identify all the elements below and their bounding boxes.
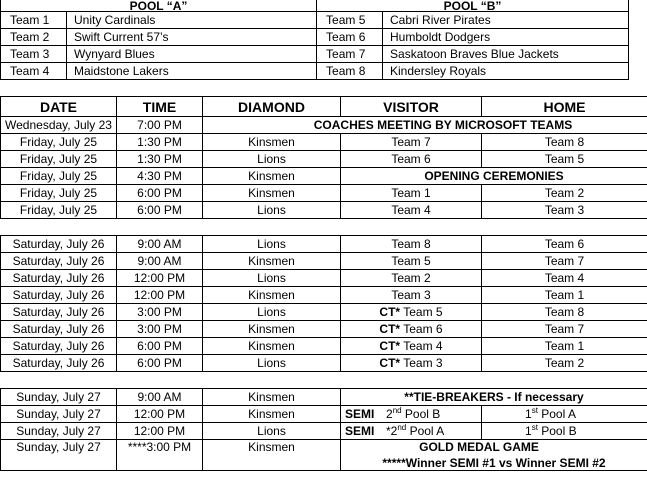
game-date: Friday, July 25	[1, 168, 117, 185]
visitor-team: Team 6	[403, 322, 443, 336]
seed-suffix: nd	[397, 423, 407, 432]
game-time: 3:00 PM	[117, 321, 203, 338]
game-date: Sunday, July 27	[1, 406, 117, 423]
visitor-team: Team 2	[391, 271, 431, 285]
game-time: 6:00 PM	[117, 202, 203, 219]
pool-a-team-label: Team 4	[1, 63, 67, 80]
opening-ceremonies-row	[1, 168, 647, 185]
game-diamond: Kinsmen	[203, 389, 341, 406]
pools-header-row	[1, 0, 629, 12]
gold-medal-subtitle: *****Winner SEMI #1 vs Winner SEMI #2	[382, 456, 606, 470]
game-date: Sunday, July 27	[1, 440, 117, 471]
gold-medal-title: GOLD MEDAL GAME	[419, 440, 539, 454]
game-diamond: Lions	[203, 423, 341, 440]
game-date: Saturday, July 26	[1, 321, 117, 338]
schedule-header-row	[1, 97, 647, 117]
date-header: DATE	[1, 97, 117, 117]
game-diamond: Kinsmen	[203, 440, 341, 471]
seed-number: 1	[525, 407, 532, 421]
game-date: Wednesday, July 23	[1, 117, 117, 134]
seed-suffix: st	[531, 406, 538, 415]
seed-suffix: st	[531, 423, 538, 432]
game-time: 6:00 PM	[117, 355, 203, 372]
crossover-tag: CT*	[379, 339, 401, 353]
game-time: 6:00 PM	[117, 185, 203, 202]
game-home: Team 8	[482, 134, 647, 151]
game-date: Saturday, July 26	[1, 304, 117, 321]
game-home: Team 4	[482, 270, 647, 287]
pool-b-team-name: Cabri River Pirates	[383, 12, 629, 29]
game-home: Team 8	[482, 304, 647, 321]
gold-medal-row	[1, 440, 647, 471]
semi-label: SEMI	[345, 424, 375, 438]
game-diamond: Kinsmen	[203, 406, 341, 423]
game-visitor: Team 7	[341, 134, 482, 151]
game-row	[1, 185, 647, 202]
home-header: HOME	[482, 97, 647, 117]
gold-medal-cell	[341, 440, 647, 471]
game-visitor: Team 6	[341, 151, 482, 168]
pool-row	[1, 63, 629, 80]
semi-visitor-seed	[386, 424, 444, 438]
tie-breakers-label: **TIE-BREAKERS - If necessary	[341, 389, 647, 406]
visitor-team: Team 3	[403, 356, 443, 370]
pool-b-team-name: Kindersley Royals	[383, 63, 629, 80]
game-row	[1, 253, 647, 270]
pool-b-team-name: Humboldt Dodgers	[383, 29, 629, 46]
game-date: Sunday, July 27	[1, 389, 117, 406]
game-time: 9:00 AM	[117, 389, 203, 406]
game-home: Team 1	[482, 287, 647, 304]
game-home: Team 1	[482, 338, 647, 355]
game-diamond: Kinsmen	[203, 321, 341, 338]
game-row	[1, 287, 647, 304]
semi-final-row	[1, 406, 647, 423]
game-diamond: Kinsmen	[203, 253, 341, 270]
game-time: 12:00 PM	[117, 423, 203, 440]
pool-a-team-name: Maidstone Lakers	[67, 63, 317, 80]
game-diamond: Lions	[203, 151, 341, 168]
game-time: 3:00 PM	[117, 304, 203, 321]
pool-a-team-name: Wynyard Blues	[67, 46, 317, 63]
game-date: Saturday, July 26	[1, 270, 117, 287]
diamond-header: DIAMOND	[203, 97, 341, 117]
game-visitor	[341, 321, 482, 338]
crossover-tag: CT*	[379, 356, 401, 370]
game-date: Saturday, July 26	[1, 338, 117, 355]
game-time: 6:00 PM	[117, 338, 203, 355]
game-visitor	[341, 253, 482, 270]
game-home: Team 2	[482, 185, 647, 202]
pool-row	[1, 46, 629, 63]
schedule-table	[0, 96, 647, 471]
game-home	[482, 406, 647, 423]
game-row	[1, 304, 647, 321]
seed-suffix: nd	[392, 406, 402, 415]
opening-ceremonies-label: OPENING CEREMONIES	[341, 168, 647, 185]
game-time: 4:30 PM	[117, 168, 203, 185]
game-time: 12:00 PM	[117, 406, 203, 423]
pool-a-title: POOL “A”	[1, 0, 317, 12]
game-diamond: Lions	[203, 355, 341, 372]
game-home: Team 2	[482, 355, 647, 372]
game-diamond: Kinsmen	[203, 287, 341, 304]
section-spacer	[1, 219, 647, 236]
game-date: Friday, July 25	[1, 151, 117, 168]
game-diamond: Kinsmen	[203, 338, 341, 355]
game-visitor	[341, 236, 482, 253]
pool-b-title: POOL “B”	[317, 0, 629, 12]
game-diamond: Kinsmen	[203, 134, 341, 151]
visitor-team: Team 4	[403, 339, 443, 353]
seed-number: *2	[386, 424, 398, 438]
game-time: 9:00 AM	[117, 253, 203, 270]
game-visitor	[341, 338, 482, 355]
game-row	[1, 202, 647, 219]
game-home	[482, 423, 647, 440]
pool-a-team-name: Unity Cardinals	[67, 12, 317, 29]
game-row	[1, 151, 647, 168]
seed-number: 2	[386, 407, 393, 421]
game-row	[1, 355, 647, 372]
game-date: Sunday, July 27	[1, 423, 117, 440]
visitor-team: Team 8	[391, 237, 431, 251]
pool-b-team-label: Team 5	[317, 12, 383, 29]
seed-pool: Pool A	[406, 424, 445, 438]
game-date: Friday, July 25	[1, 134, 117, 151]
pool-row	[1, 12, 629, 29]
game-diamond: Kinsmen	[203, 185, 341, 202]
game-diamond: Kinsmen	[203, 168, 341, 185]
game-home: Team 3	[482, 202, 647, 219]
game-date: Friday, July 25	[1, 185, 117, 202]
pool-b-team-name: Saskatoon Braves Blue Jackets	[383, 46, 629, 63]
game-home: Team 5	[482, 151, 647, 168]
visitor-team: Team 5	[391, 254, 431, 268]
game-visitor	[341, 270, 482, 287]
game-time: 1:30 PM	[117, 134, 203, 151]
game-row	[1, 270, 647, 287]
game-date: Saturday, July 26	[1, 287, 117, 304]
pool-b-team-label: Team 6	[317, 29, 383, 46]
game-diamond: Lions	[203, 304, 341, 321]
game-time: 12:00 PM	[117, 287, 203, 304]
coaches-meeting-label: COACHES MEETING BY MICROSOFT TEAMS	[203, 117, 647, 134]
game-row	[1, 236, 647, 253]
crossover-tag: CT*	[379, 305, 401, 319]
semi-visitor-seed	[386, 407, 440, 421]
game-visitor	[341, 423, 482, 440]
game-diamond: Lions	[203, 270, 341, 287]
seed-pool: Pool B	[401, 407, 441, 421]
visitor-header: VISITOR	[341, 97, 482, 117]
game-visitor	[341, 287, 482, 304]
game-date: Saturday, July 26	[1, 355, 117, 372]
pool-a-team-name: Swift Current 57’s	[67, 29, 317, 46]
seed-pool: Pool B	[537, 424, 577, 438]
game-visitor	[341, 355, 482, 372]
coaches-meeting-row	[1, 117, 647, 134]
tie-breakers-row	[1, 389, 647, 406]
game-date: Friday, July 25	[1, 202, 117, 219]
visitor-team: Team 5	[403, 305, 443, 319]
crossover-tag: CT*	[379, 322, 401, 336]
section-spacer	[1, 372, 647, 389]
game-visitor	[341, 304, 482, 321]
game-home: Team 7	[482, 321, 647, 338]
game-date: Saturday, July 26	[1, 236, 117, 253]
game-row	[1, 321, 647, 338]
game-diamond: Lions	[203, 202, 341, 219]
game-row	[1, 134, 647, 151]
game-visitor: Team 4	[341, 202, 482, 219]
game-diamond: Lions	[203, 236, 341, 253]
pool-row	[1, 29, 629, 46]
game-time: 12:00 PM	[117, 270, 203, 287]
game-time: 7:00 PM	[117, 117, 203, 134]
game-home: Team 7	[482, 253, 647, 270]
pool-a-team-label: Team 2	[1, 29, 67, 46]
game-time: ****3:00 PM	[117, 440, 203, 471]
game-home: Team 6	[482, 236, 647, 253]
game-visitor: Team 1	[341, 185, 482, 202]
visitor-team: Team 3	[391, 288, 431, 302]
semi-final-row	[1, 423, 647, 440]
pool-a-team-label: Team 3	[1, 46, 67, 63]
pool-b-team-label: Team 7	[317, 46, 383, 63]
pools-table	[0, 0, 629, 80]
game-time: 1:30 PM	[117, 151, 203, 168]
pool-a-team-label: Team 1	[1, 12, 67, 29]
seed-number: 1	[525, 424, 532, 438]
game-row	[1, 338, 647, 355]
game-time: 9:00 AM	[117, 236, 203, 253]
semi-label: SEMI	[345, 407, 375, 421]
game-visitor	[341, 406, 482, 423]
game-date: Saturday, July 26	[1, 253, 117, 270]
seed-pool: Pool A	[537, 407, 576, 421]
pool-b-team-label: Team 8	[317, 63, 383, 80]
time-header: TIME	[117, 97, 203, 117]
